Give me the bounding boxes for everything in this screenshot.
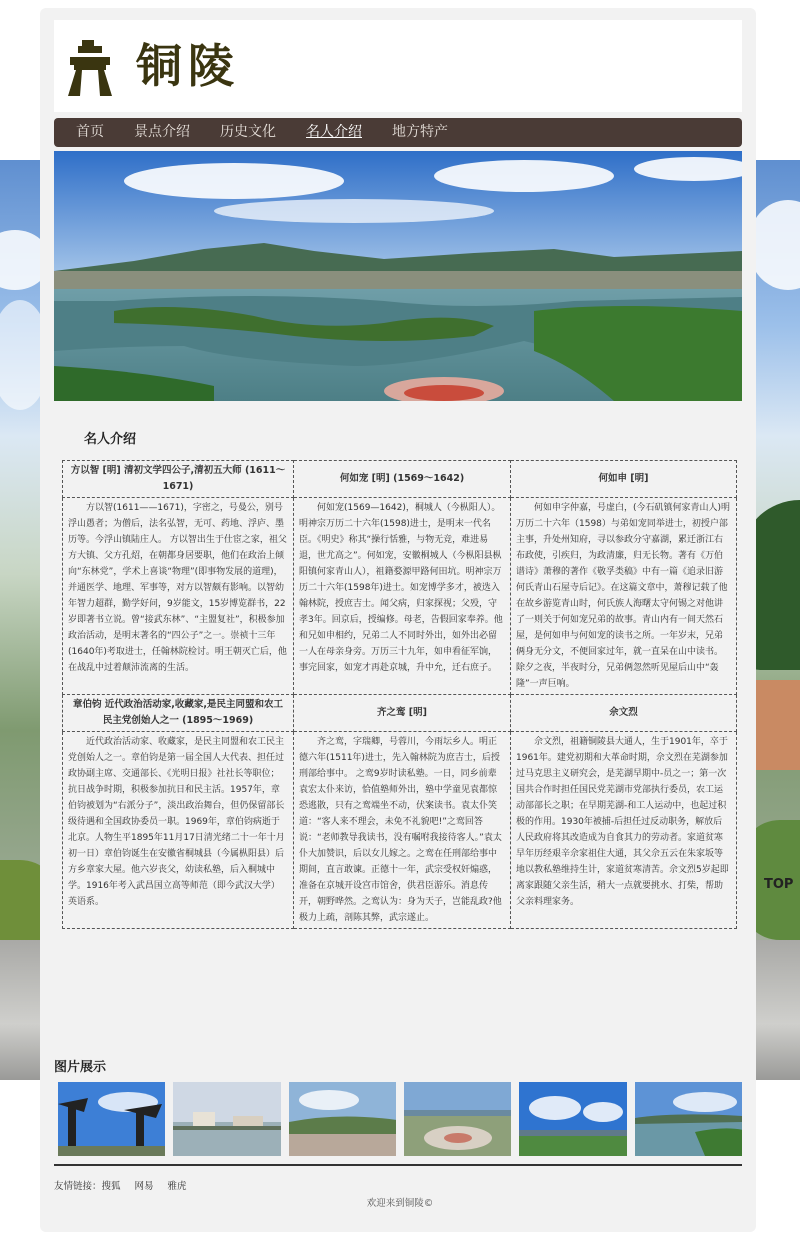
person-bio: 方以智(1611——1671)，字密之，号曼公，别号浮山愚者；为僧后，法名弘智，无可、药地、浮庐、墨历等。今浮山镇陆庄人。 方以智出生于仕宦之家，祖父方大镇、父方孔炤，在朝都身居要职，他们在政治上倾向“东林党”，学术上喜谈“物理”(即事物发展的道理)，并通医学、地理、军事等，对方以智颇有影响。以智幼年智力超群，勤学好问，9岁能文，15岁博览群书，22岁即著书立说。曾“接武东林”、“主盟复社”，积极参加政治活动，是明末著名的“四公子”之一。崇祯十三年(1640年)考取进士，任翰林院检讨。明王朝灭亡后，他在战乱中过着颠沛流离的生活。 (63, 498, 294, 695)
person-name: 何如宠 [明] (1569～1642) (294, 461, 511, 498)
person-bio: 近代政治活动家、收藏家，是民主同盟和农工民主党创始人之一。章伯钧是第一届全国人大代表、担任过政协副主席、交通部长、《光明日报》社社长等职位；抗日战争时期，积极参加抗日和民主活。1957年，章伯钧被划为“右派分子”，淡出政治舞台，但仍保留部长级待遇和全国政协委员一职。1969年，章伯钧病逝于北京。人物生平1895年11月17日清光绪二十一年十月初一日）章伯钧诞生在安徽省桐城县（今属枞阳县）后方乡章家大屋。他六岁丧父，幼读私塾，后入桐城中学。1916年考入武昌国立高等师范（即今武汉大学）英语系。 (63, 732, 294, 929)
person-bio: 何如申字仲嘉，号虚白，(今石矶镇何家青山人)明万历二十六年（1598）与弟如宠同举进士，初授户部主事，升处州知府，寻以参政分守嘉湖，累迁浙江右布政使，引疾归，为政清廉，归无长物。著有《万伯谱诗》萧穆的著作《敬孚类稿》中有一篇《追录旧游何氏青山石屋寺后记》。在这篇文章中，萧穆记载了他在故乡游览青山时，何氏族人海曙太守何锡之对他讲了一则关于何如宠兄弟的故事。青山内有一间天然石屋，是何如申与何如宠的读书之所。一年岁末，兄弟俩身无分文，不便回家过年，就一直呆在山中读书。除夕之夜，半夜时分，兄弟俩忽然听见屋后山中“轰隆”一声巨响。 (511, 498, 737, 695)
friend-link-yahoo[interactable]: 雅虎 (167, 1181, 187, 1192)
main-nav (54, 118, 742, 147)
gallery-thumb[interactable] (58, 1082, 165, 1156)
friend-links-label: 友情链接： (54, 1181, 102, 1192)
banner-image (54, 151, 742, 401)
header (54, 20, 742, 112)
person-name: 佘文烈 (511, 695, 737, 732)
nav-history[interactable]: 历史文化 (220, 124, 276, 140)
nav-celebrities[interactable]: 名人介绍 (306, 124, 362, 140)
gallery-title: 图片展示 (54, 1060, 107, 1075)
back-to-top-button[interactable]: TOP (764, 877, 794, 892)
table-row (63, 461, 737, 498)
person-name: 方以智 [明] 清初文学四公子,清初五大师 (1611～1671) (63, 461, 294, 498)
section-title: 名人介绍 (84, 432, 137, 447)
site-title: 铜陵 (136, 39, 240, 93)
celebrities-section (54, 408, 742, 1030)
footer-divider (54, 1164, 742, 1166)
gallery-thumb[interactable] (289, 1082, 396, 1156)
nav-attractions[interactable]: 景点介绍 (134, 124, 190, 140)
gallery-thumb[interactable] (635, 1082, 742, 1156)
friend-link-netease[interactable]: 网易 (134, 1181, 154, 1192)
table-row (63, 498, 737, 695)
person-bio: 佘文烈，祖籍铜陵县大通人，生于1901年，卒于1961年。建党初期和大革命时期，佘文烈在芜湖参加过马克思主义研究会，是芜湖早期中-员之一；第一次国共合作时担任国民党芜湖市党部执行委员，农工运动部部长之职；在早期芜湖-和工人运动中，也起过积极的作用。1930年被捕-后担任过反动职务，解放后人民政府将其改造成为自食其力的劳动者。家道贫寒 早年历经艰辛佘家祖住大通，其父佘五云在朱家坂等地以教私塾维持生计，家道贫寒清苦。佘文烈5岁起即离家跟随父亲生活，稍大一点就要挑水、打柴，帮助父亲料理家务。 (511, 732, 737, 929)
gallery-thumb[interactable] (404, 1082, 511, 1156)
person-bio: 何如宠(1569—1642)，桐城人（今枞阳人）。明神宗万历二十六年(1598)进士，是明末一代名臣。《明史》称其“操行恬雅，与物无竞，难进易退，世尤高之”。何如宠，安徽桐城人（今枞阳县枞阳镇何家青山人），祖籍婺源甲路何田坑。明神宗万历二十六年(1598年)进士。如宠博学多才，被选入翰林院，授庶吉士。闻父病，归家探视；父殁，守孝3年。回京后，授编修。母老，告假回家奉养。他和兄如申相约，兄弟二人不同时外出，如外出必留一人在母亲身旁。万历三十九年，如申看征军饷，事完回家，如宠才再赴京城，升中允，迁右庶子。 (294, 498, 511, 695)
copyright: 欢迎来到铜陵© (366, 1198, 434, 1209)
person-name: 何如申 [明] (511, 461, 737, 498)
person-name: 齐之鸾 [明] (294, 695, 511, 732)
celebrities-table (62, 460, 737, 929)
nav-specialties[interactable]: 地方特产 (392, 124, 448, 140)
person-bio: 齐之鸾，字瑞卿，号蓉川，今雨坛乡人。明正德六年(1511年)进士，先入翰林院为庶吉士，后授刑部给事中。 之鸾9岁时读私塾。一日，同乡前辈袁宏太仆来访，恰值塾师外出，塾中学童见袁都惊恐逃散，只有之鸾端坐不动，伏案读书。袁太仆笑道：“客人来不理会，未免不礼貌吧!”之鸾回答说：“老师教导我读书，没有嘱咐我接待客人。”袁太仆大加赞识，后以女儿嫁之。之鸾在任刑部给事中期间，直言敢谏。正德十一年，武宗受权奸煽惑，准备在京城开设宫市馆舍，供君臣游乐。消息传开，朝野哗然。之鸾认为：身为天子，岂能乱政?他极力上疏，剖陈其弊，武宗遂止。 (294, 732, 511, 929)
main-container (40, 8, 756, 1232)
friend-link-sohu[interactable]: 搜狐 (101, 1181, 121, 1192)
gallery-thumb[interactable] (173, 1082, 280, 1156)
table-row (63, 732, 737, 929)
table-row (63, 695, 737, 732)
gallery-thumb[interactable] (519, 1082, 626, 1156)
photo-gallery (58, 1082, 742, 1158)
friend-links (54, 1178, 201, 1192)
nav-home[interactable]: 首页 (76, 124, 104, 140)
city-logo-icon (68, 40, 112, 96)
person-name: 章伯钧 近代政治活动家,收藏家,是民主同盟和农工民主党创始人之一 (1895～1969) (63, 695, 294, 732)
